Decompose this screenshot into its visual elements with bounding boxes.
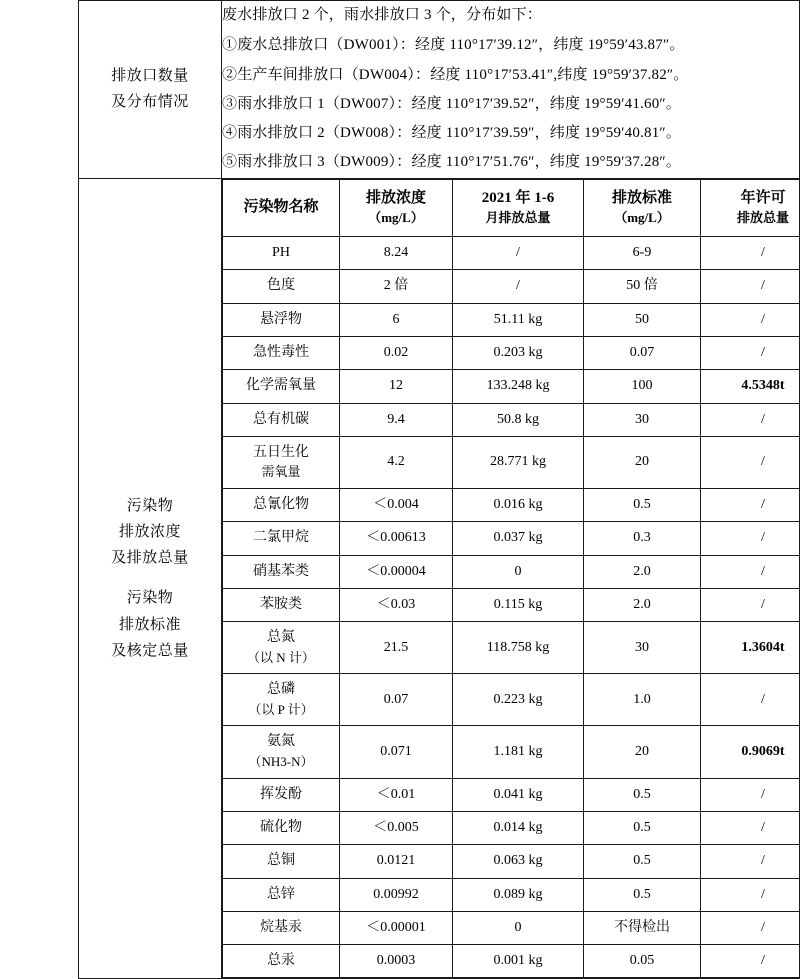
cell-standard: 6-9 <box>584 237 701 270</box>
table-row <box>223 237 800 270</box>
cell-period-total: 0.063 kg <box>453 845 584 878</box>
cell-concentration: 4.2 <box>340 436 453 488</box>
table-row <box>223 403 800 436</box>
table-row <box>223 489 800 522</box>
pollutant-label-1-line-1: 污染物 <box>79 493 221 519</box>
cell-pollutant-name <box>223 303 340 336</box>
cell-pollutant-name <box>223 436 340 488</box>
table-row <box>223 336 800 369</box>
cell-annual-allowance: / <box>701 588 800 621</box>
cell-period-total: 1.181 kg <box>453 726 584 778</box>
table-row <box>223 555 800 588</box>
pollutant-name-main: 总氮 <box>267 630 295 645</box>
cell-period-total: 0 <box>453 911 584 944</box>
cell-pollutant-name <box>223 911 340 944</box>
header-period-total <box>453 179 584 237</box>
table-row <box>223 370 800 403</box>
cell-concentration: ＜0.01 <box>340 778 453 811</box>
cell-period-total: 133.248 kg <box>453 370 584 403</box>
cell-pollutant-name <box>223 555 340 588</box>
cell-standard: 0.05 <box>584 945 701 978</box>
cell-period-total: / <box>453 237 584 270</box>
cell-period-total: 0.037 kg <box>453 522 584 555</box>
cell-standard: 0.5 <box>584 778 701 811</box>
pollutant-label-1-line-3: 及排放总量 <box>79 545 221 571</box>
header-annual-allowance <box>701 179 800 237</box>
cell-pollutant-name <box>223 778 340 811</box>
cell-period-total: 0.223 kg <box>453 674 584 726</box>
cell-pollutant-name <box>223 878 340 911</box>
cell-annual-allowance: / <box>701 878 800 911</box>
pollutant-name-main: 苯胺类 <box>260 597 302 612</box>
table-row <box>223 622 800 674</box>
cell-pollutant-name <box>223 811 340 844</box>
table-row <box>223 588 800 621</box>
page-left-rule <box>78 0 79 934</box>
cell-standard: 不得检出 <box>584 911 701 944</box>
header-conc-main: 排放浓度 <box>366 190 426 206</box>
cell-standard: 50 <box>584 303 701 336</box>
cell-concentration: 0.0121 <box>340 845 453 878</box>
table-row <box>223 303 800 336</box>
cell-period-total: 0.014 kg <box>453 811 584 844</box>
cell-annual-allowance: / <box>701 555 800 588</box>
header-conc-sub: （mg/L） <box>342 209 450 228</box>
emission-report-table <box>78 0 800 979</box>
outlet-row-label <box>79 1 222 179</box>
pollutant-name-main: 氨氮 <box>267 734 295 749</box>
table-row <box>223 811 800 844</box>
cell-annual-allowance: / <box>701 336 800 369</box>
table-row <box>223 878 800 911</box>
table-row <box>223 845 800 878</box>
cell-period-total: 0.089 kg <box>453 878 584 911</box>
cell-period-total: 0.203 kg <box>453 336 584 369</box>
table-row <box>223 945 800 978</box>
header-std-main: 排放标准 <box>612 190 672 206</box>
cell-pollutant-name <box>223 845 340 878</box>
pollutant-row-label <box>79 178 222 979</box>
outlet-item-5: ⑤雨水排放口 3（DW009）：经度 110°17′51.76″，纬度 19°59′37.28″。 <box>222 148 799 177</box>
pollutant-label-1-line-2: 排放浓度 <box>79 519 221 545</box>
table-row <box>223 778 800 811</box>
cell-concentration: ＜0.005 <box>340 811 453 844</box>
outlet-heading: 废水排放口 2 个，雨水排放口 3 个，分布如下： <box>222 1 799 30</box>
header-standard <box>584 179 701 237</box>
cell-concentration: 0.00992 <box>340 878 453 911</box>
header-pollutant-name <box>223 179 340 237</box>
cell-concentration: 2 倍 <box>340 270 453 303</box>
cell-standard: 0.5 <box>584 878 701 911</box>
cell-concentration: 0.071 <box>340 726 453 778</box>
cell-pollutant-name <box>223 522 340 555</box>
cell-concentration: 0.0003 <box>340 945 453 978</box>
cell-annual-allowance: / <box>701 811 800 844</box>
header-allow-sub: 排放总量 <box>703 209 800 228</box>
cell-annual-allowance: / <box>701 403 800 436</box>
cell-standard: 2.0 <box>584 555 701 588</box>
pollutant-data-table <box>222 179 800 979</box>
pollutant-table-body <box>223 179 800 978</box>
cell-annual-allowance: 1.3604t <box>701 622 800 674</box>
table-row <box>223 726 800 778</box>
cell-pollutant-name <box>223 726 340 778</box>
cell-period-total: 0.115 kg <box>453 588 584 621</box>
cell-period-total: 51.11 kg <box>453 303 584 336</box>
cell-annual-allowance: / <box>701 778 800 811</box>
cell-concentration: ＜0.03 <box>340 588 453 621</box>
cell-standard: 1.0 <box>584 674 701 726</box>
cell-concentration: ＜0.00613 <box>340 522 453 555</box>
pollutant-row <box>79 178 800 979</box>
label-spacer <box>79 571 221 585</box>
pollutant-name-main: 五日生化 <box>253 445 309 460</box>
cell-annual-allowance: / <box>701 845 800 878</box>
cell-period-total: 28.771 kg <box>453 436 584 488</box>
cell-concentration: 0.07 <box>340 674 453 726</box>
pollutant-table-cell <box>222 178 800 979</box>
cell-annual-allowance: 0.9069t <box>701 726 800 778</box>
pollutant-name-sub: （NH3-N） <box>225 753 337 772</box>
pollutant-name-main: 总铜 <box>267 853 295 868</box>
cell-annual-allowance: / <box>701 303 800 336</box>
header-name-main: 污染物名称 <box>243 199 318 215</box>
table-row <box>223 674 800 726</box>
cell-annual-allowance: / <box>701 270 800 303</box>
pollutant-name-sub: （以 P 计） <box>225 701 337 720</box>
cell-period-total: 0 <box>453 555 584 588</box>
pollutant-name-main: 悬浮物 <box>260 312 302 327</box>
cell-concentration: 0.02 <box>340 336 453 369</box>
header-total-main: 2021 年 1-6 <box>482 190 555 206</box>
pollutant-name-sub: （以 N 计） <box>225 649 337 668</box>
header-allow-main: 年许可 <box>740 190 785 206</box>
cell-standard: 30 <box>584 403 701 436</box>
cell-annual-allowance: / <box>701 945 800 978</box>
header-concentration <box>340 179 453 237</box>
cell-standard: 0.5 <box>584 489 701 522</box>
table-row <box>223 436 800 488</box>
table-row <box>223 911 800 944</box>
outlet-item-3: ③雨水排放口 1（DW007）：经度 110°17′39.52″，纬度 19°59′41.60″。 <box>222 90 799 119</box>
outlet-row <box>79 1 800 179</box>
cell-standard: 0.07 <box>584 336 701 369</box>
pollutant-name-main: 挥发酚 <box>260 787 302 802</box>
cell-annual-allowance: / <box>701 237 800 270</box>
pollutant-name-main: 化学需氧量 <box>246 378 316 393</box>
outlet-item-1: ①废水总排放口（DW001）：经度 110°17′39.12″，纬度 19°59′43.87″。 <box>222 31 799 60</box>
pollutant-name-main: 总有机碳 <box>253 412 309 427</box>
outlet-label-line-1: 排放口数量 <box>79 63 221 89</box>
cell-pollutant-name <box>223 674 340 726</box>
cell-concentration: ＜0.00004 <box>340 555 453 588</box>
pollutant-name-main: 总氰化物 <box>253 497 309 512</box>
cell-annual-allowance: / <box>701 489 800 522</box>
cell-standard: 0.5 <box>584 845 701 878</box>
cell-standard: 100 <box>584 370 701 403</box>
cell-annual-allowance: / <box>701 522 800 555</box>
cell-pollutant-name <box>223 403 340 436</box>
pollutant-name-main: PH <box>272 245 290 260</box>
cell-concentration: 21.5 <box>340 622 453 674</box>
pollutant-name-main: 硝基苯类 <box>253 564 309 579</box>
cell-period-total: 0.016 kg <box>453 489 584 522</box>
cell-standard: 0.3 <box>584 522 701 555</box>
cell-concentration: 6 <box>340 303 453 336</box>
outlet-item-4: ④雨水排放口 2（DW008）：经度 110°17′39.59″，纬度 19°59′40.81″。 <box>222 119 799 148</box>
outlet-description-cell <box>222 1 800 179</box>
cell-annual-allowance: / <box>701 911 800 944</box>
outlet-label-line-2: 及分布情况 <box>79 89 221 115</box>
header-total-sub: 月排放总量 <box>455 209 581 228</box>
cell-period-total: 50.8 kg <box>453 403 584 436</box>
cell-pollutant-name <box>223 370 340 403</box>
cell-concentration: ＜0.00001 <box>340 911 453 944</box>
cell-standard: 30 <box>584 622 701 674</box>
cell-annual-allowance: / <box>701 674 800 726</box>
cell-concentration: 12 <box>340 370 453 403</box>
cell-concentration: 9.4 <box>340 403 453 436</box>
pollutant-name-main: 二氯甲烷 <box>253 530 309 545</box>
pollutant-name-main: 色度 <box>267 278 295 293</box>
cell-period-total: 0.041 kg <box>453 778 584 811</box>
cell-pollutant-name <box>223 945 340 978</box>
pollutant-name-main: 硫化物 <box>260 820 302 835</box>
cell-annual-allowance: 4.5348t <box>701 370 800 403</box>
pollutant-name-sub: 需氧量 <box>225 463 337 482</box>
cell-pollutant-name <box>223 270 340 303</box>
pollutant-name-main: 总磷 <box>267 682 295 697</box>
cell-pollutant-name <box>223 622 340 674</box>
cell-period-total: / <box>453 270 584 303</box>
pollutant-label-2-line-3: 及核定总量 <box>79 638 221 664</box>
cell-pollutant-name <box>223 588 340 621</box>
cell-pollutant-name <box>223 336 340 369</box>
pollutant-name-main: 总锌 <box>267 887 295 902</box>
pollutant-table-header-row <box>223 179 800 237</box>
header-std-sub: （mg/L） <box>586 209 698 228</box>
cell-standard: 0.5 <box>584 811 701 844</box>
pollutant-name-main: 烷基汞 <box>260 920 302 935</box>
table-row <box>223 270 800 303</box>
cell-concentration: 8.24 <box>340 237 453 270</box>
cell-period-total: 0.001 kg <box>453 945 584 978</box>
table-row <box>223 522 800 555</box>
cell-period-total: 118.758 kg <box>453 622 584 674</box>
pollutant-label-2-line-2: 排放标准 <box>79 612 221 638</box>
cell-concentration: ＜0.004 <box>340 489 453 522</box>
pollutant-name-main: 急性毒性 <box>253 345 309 360</box>
cell-standard: 20 <box>584 436 701 488</box>
cell-pollutant-name <box>223 237 340 270</box>
cell-standard: 2.0 <box>584 588 701 621</box>
outlet-item-2: ②生产车间排放口（DW004）：经度 110°17′53.41″,纬度 19°59′37.82″。 <box>222 61 799 90</box>
cell-standard: 50 倍 <box>584 270 701 303</box>
pollutant-name-main: 总汞 <box>267 953 295 968</box>
cell-pollutant-name <box>223 489 340 522</box>
cell-annual-allowance: / <box>701 436 800 488</box>
pollutant-label-2-line-1: 污染物 <box>79 585 221 611</box>
cell-standard: 20 <box>584 726 701 778</box>
